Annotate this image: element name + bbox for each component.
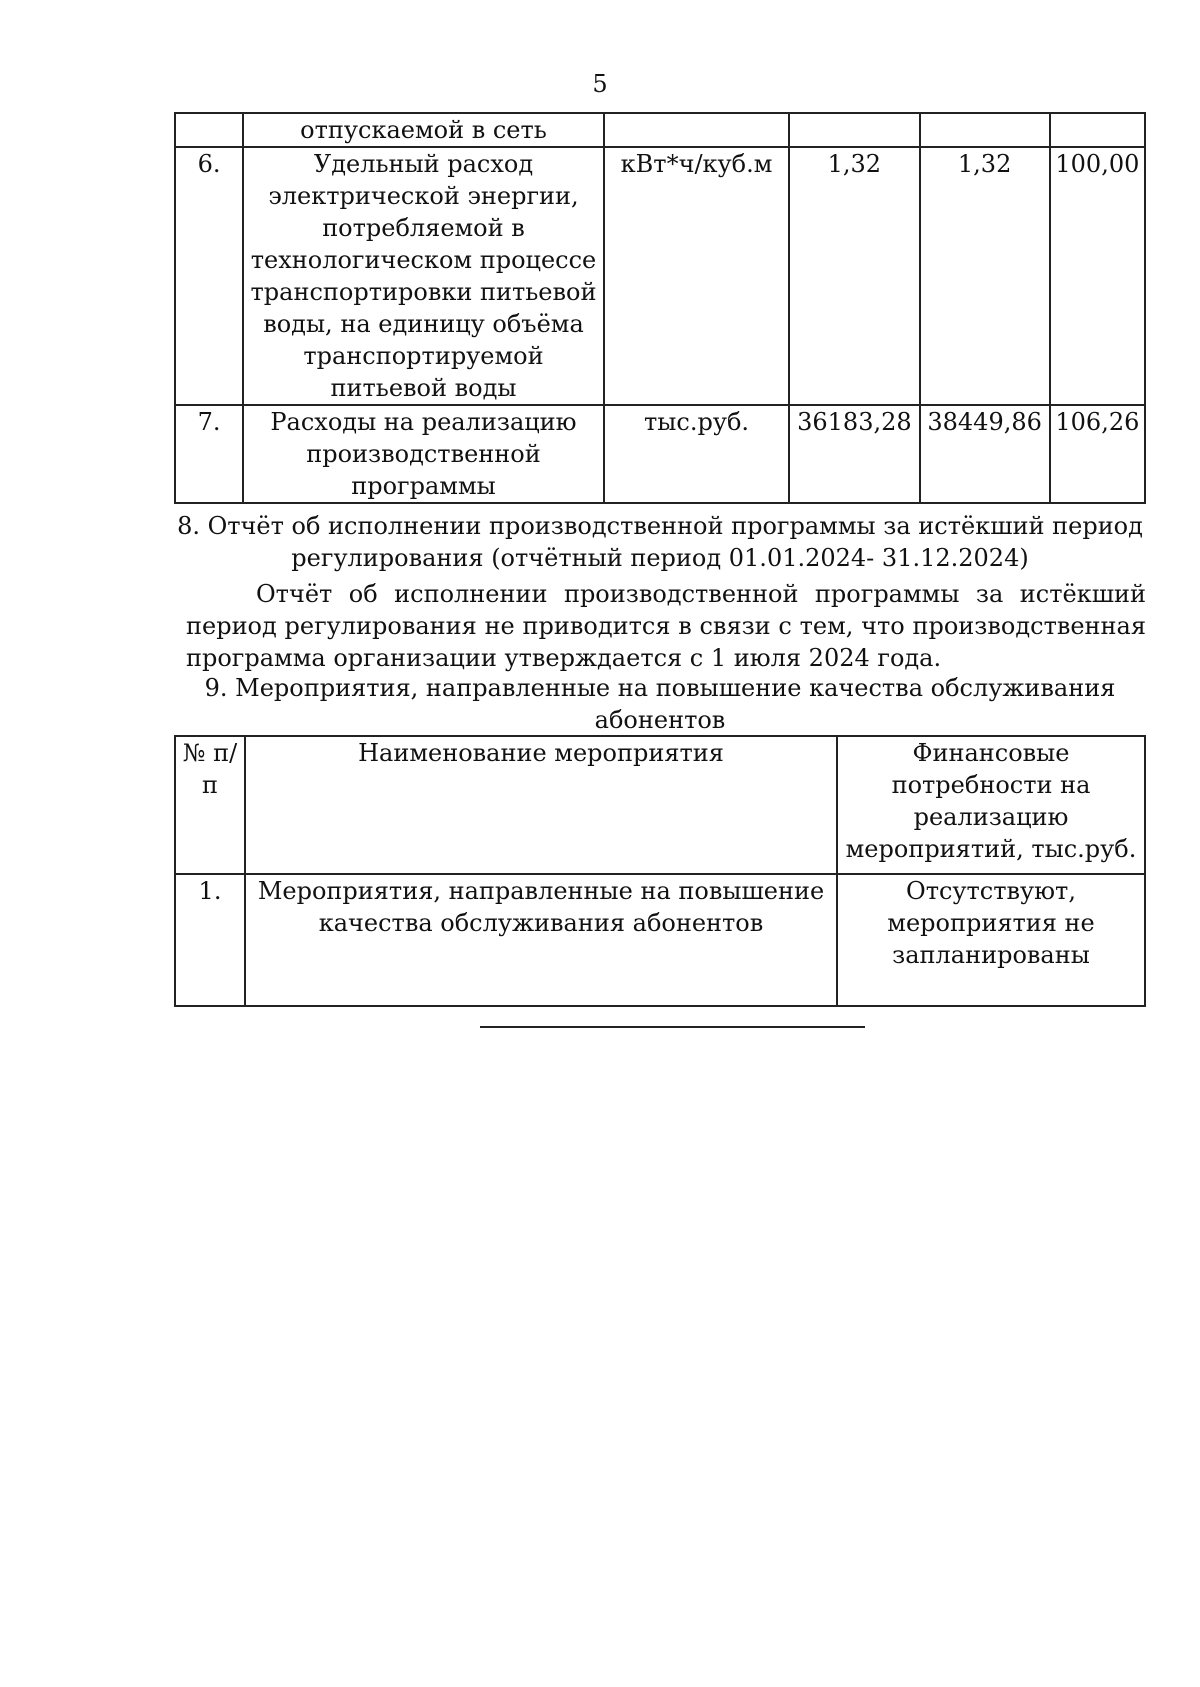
percent: 106,26 (1050, 405, 1145, 503)
percent (1050, 113, 1145, 147)
indicator-name: Расходы на реализацию производственной программы (243, 405, 604, 503)
measure-cost: Отсутствуют, мероприятия не запланированы (837, 874, 1145, 1006)
row-number (175, 113, 243, 147)
table-row (175, 874, 1145, 1006)
section-8-body: Отчёт об исполнении производственной программы за истёкший период регулирования не приводится в связи с тем, что производственная программа организации утверждается с 1 июля 2024 года. (186, 580, 1146, 672)
section-9-heading: 9. Мероприятия, направленные на повышение качества обслуживания абонентов (204, 674, 1116, 734)
indicators-table (174, 112, 1146, 504)
end-divider (480, 1026, 865, 1028)
value-1: 36183,28 (789, 405, 919, 503)
row-number: 7. (175, 405, 243, 503)
value-2 (920, 113, 1050, 147)
table-row (175, 113, 1145, 147)
section-8-heading: 8. Отчёт об исполнении производственной программы за истёкший период регулирования (отчётный период 01.01.2024- 31.12.2024) (177, 512, 1143, 572)
table-header-row (175, 736, 1145, 874)
value-1: 1,32 (789, 147, 919, 405)
indicator-name: Удельный расход электрической энергии, потребляемой в технологическом процессе транспортировки питьевой воды, на единицу объёма транспортируемой питьевой воды (243, 147, 604, 405)
measures-table (174, 735, 1146, 1007)
value-1 (789, 113, 919, 147)
table-row (175, 147, 1145, 405)
indicator-name: отпускаемой в сеть (243, 113, 604, 147)
row-number: 1. (175, 874, 245, 1006)
row-number: 6. (175, 147, 243, 405)
value-2: 1,32 (920, 147, 1050, 405)
measure-name: Мероприятия, направленные на повышение качества обслуживания абонентов (245, 874, 837, 1006)
table-row (175, 405, 1145, 503)
unit: тыс.руб. (604, 405, 789, 503)
column-header-number: № п/п (175, 736, 245, 874)
column-header-name: Наименование мероприятия (245, 736, 837, 874)
unit (604, 113, 789, 147)
column-header-cost: Финансовые потребности на реализацию мероприятий, тыс.руб. (837, 736, 1145, 874)
percent: 100,00 (1050, 147, 1145, 405)
unit: кВт*ч/куб.м (604, 147, 789, 405)
value-2: 38449,86 (920, 405, 1050, 503)
page-number: 5 (592, 70, 608, 98)
